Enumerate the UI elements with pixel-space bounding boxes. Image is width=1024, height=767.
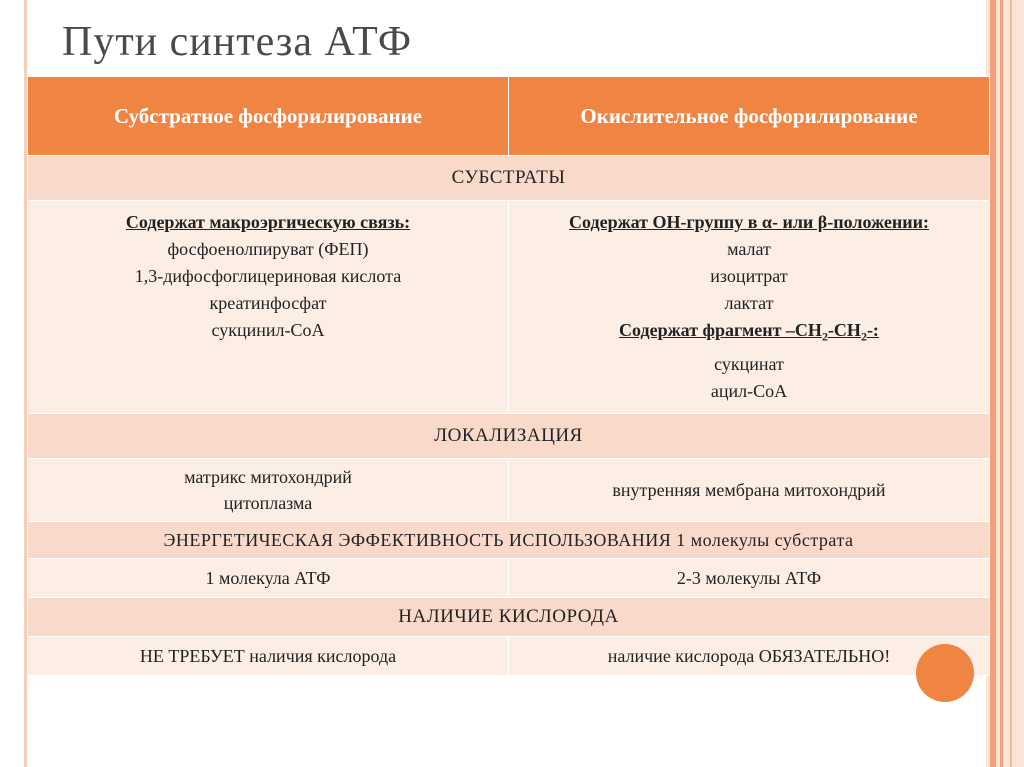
list-item: фосфоенолпируват (ФЕП) [167,239,369,259]
header-substrate-phosphorylation: Субстратное фосфорилирование [28,77,509,156]
section-localization: ЛОКАЛИЗАЦИЯ [28,414,990,459]
localization-right-cell: внутренняя мембрана митохондрий [509,459,990,522]
list-item: изоцитрат [710,266,788,286]
oh-group-heading: Содержат ОН-группу в α- или β-положении: [569,212,929,232]
list-item: 1,3-дифосфоглицериновая кислота [134,266,402,286]
section-row-substrates [28,156,990,201]
ch2-fragment-heading: Содержат фрагмент $-СН_2-СН_2-$: [619,320,879,344]
section-row-localization [28,414,990,459]
list-item: сукцинил-СоА [211,320,325,340]
localization-row [28,459,990,522]
macroergic-heading: Содержат макроэргическую связь: [125,212,411,232]
oxygen-right-cell: наличие кислорода ОБЯЗАТЕЛЬНО! [509,637,990,676]
list-item: малат [727,239,771,259]
list-item: креатинфосфат [209,293,327,313]
substrates-row [28,201,990,414]
section-oxygen: НАЛИЧИЕ КИСЛОРОДА [28,598,990,637]
substrates-left-cell [28,201,509,414]
decor-circle [916,644,974,702]
substrates-right-cell [509,201,990,414]
comparison-table [27,76,990,676]
slide-title: Пути синтеза АТФ [62,19,413,65]
localization-left-cell [28,459,509,522]
energy-row [28,559,990,598]
list-item: цитоплазма [223,493,313,513]
right-decor-bar [986,0,1024,767]
list-item: ацил-СоА [710,380,788,401]
oxygen-left-cell: НЕ ТРЕБУЕТ наличия кислорода [28,637,509,676]
section-substrates: СУБСТРАТЫ [28,156,990,201]
energy-left-cell: 1 молекула АТФ [28,559,509,598]
section-row-oxygen [28,598,990,637]
header-oxidative-phosphorylation: Окислительное фосфорилирование [509,77,990,156]
list-item: лактат [724,293,774,313]
section-row-energy [28,522,990,559]
list-item: матрикс митохондрий [184,467,352,487]
energy-right-cell: 2-3 молекулы АТФ [509,559,990,598]
section-energy: ЭНЕРГЕТИЧЕСКАЯ ЭФФЕКТИВНОСТЬ ИСПОЛЬЗОВАНИЯ 1 молекулы субстрата [28,522,990,559]
table-header-row [28,77,990,156]
list-item: сукцинат [714,353,784,374]
oxygen-row [28,637,990,676]
